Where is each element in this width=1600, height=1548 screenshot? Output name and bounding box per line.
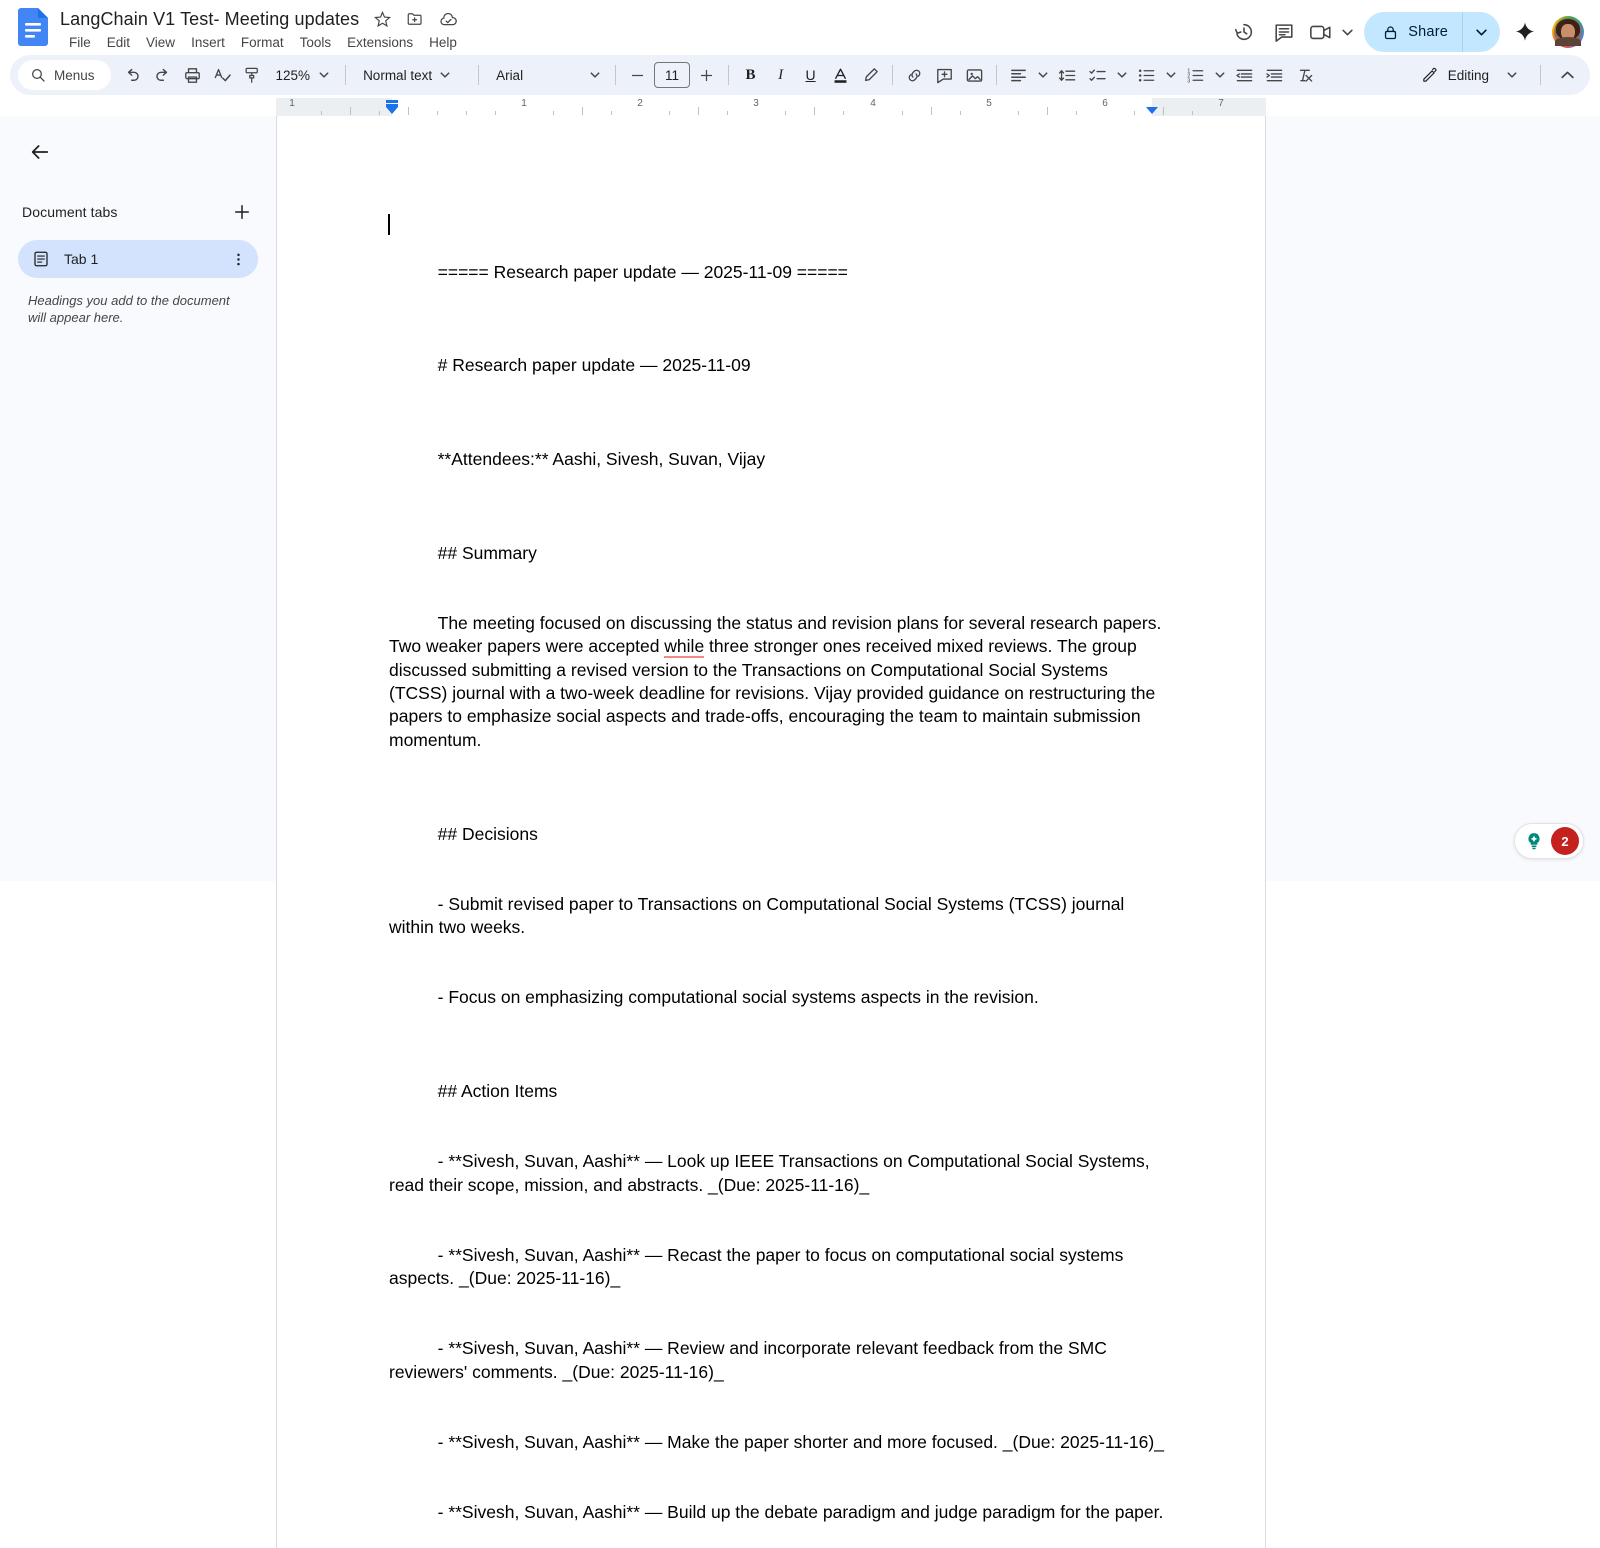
right-indent-marker[interactable] <box>1146 107 1158 114</box>
line-spacing-icon[interactable] <box>1053 61 1082 90</box>
ruler-page <box>276 98 1600 116</box>
menu-item-help[interactable]: Help <box>429 35 457 50</box>
document-body[interactable] <box>277 116 1265 1548</box>
ruler-text-area <box>392 98 1152 116</box>
ruler-number: 5 <box>986 98 992 109</box>
redo-icon[interactable] <box>148 61 177 90</box>
ruler-number: 2 <box>637 98 643 109</box>
paragraph-text-continued: three stronger ones received mixed reviews. The group discussed submitting a revised version to the Transactions on Computational Social Systems (TCSS) journal with a two-week deadline for revisions. Vijay provided guidance on restructuring the papers to emphasize social aspects and trade-offs, encouraging the team to maintain submission momentum. <box>389 636 1161 750</box>
document-list-item[interactable] <box>389 1314 1169 1408</box>
main-toolbar <box>10 55 1590 95</box>
font-increase-button[interactable] <box>692 61 721 90</box>
top-bar <box>0 0 1600 52</box>
print-icon[interactable] <box>178 61 207 90</box>
font-chevron-down-icon[interactable] <box>582 72 608 78</box>
title-block <box>60 6 1224 52</box>
align-chevron-down-icon[interactable] <box>1034 61 1052 90</box>
ruler-number: 6 <box>1102 98 1108 109</box>
zoom-chevron-down-icon[interactable] <box>312 72 336 78</box>
add-tab-icon[interactable] <box>226 196 258 228</box>
divider <box>892 65 893 85</box>
menu-item-view[interactable]: View <box>146 35 176 50</box>
document-list-item[interactable] <box>389 1408 1169 1478</box>
paragraph-text: # Research paper update — 2025-11-09 <box>437 355 751 376</box>
document-list-item[interactable] <box>389 869 1169 963</box>
add-comment-icon[interactable] <box>930 61 959 90</box>
underline-label: U <box>805 67 816 83</box>
mode-select[interactable] <box>1409 59 1533 91</box>
floating-action-badges <box>1514 823 1584 859</box>
menu-item-format[interactable]: Format <box>240 35 284 50</box>
spellcheck-icon[interactable] <box>208 61 237 90</box>
document-tab-icon <box>32 250 54 268</box>
svg-text:1: 1 <box>1187 67 1191 74</box>
checklist-chevron-down-icon[interactable] <box>1113 61 1131 90</box>
document-paragraph[interactable] <box>389 425 1169 495</box>
paragraph-style-select[interactable] <box>353 61 471 90</box>
menu-bar <box>61 33 1224 52</box>
paragraph-text: ## Action Items <box>437 1080 558 1101</box>
document-list-item[interactable] <box>389 1478 1169 1548</box>
body-area <box>0 116 1600 1523</box>
document-page[interactable] <box>276 116 1266 1548</box>
search-icon <box>30 67 46 83</box>
menu-item-edit[interactable]: Edit <box>106 35 131 50</box>
sidebar-item-label: Tab 1 <box>64 251 99 267</box>
ruler-number: 3 <box>753 98 759 109</box>
insert-image-icon[interactable] <box>960 61 989 90</box>
font-value: Arial <box>496 67 524 83</box>
font-size-stepper <box>623 61 721 90</box>
paragraph-text: ## Summary <box>437 542 537 563</box>
paint-format-icon[interactable] <box>238 61 267 90</box>
ruler-row <box>0 98 1600 116</box>
menu-item-file[interactable]: File <box>69 35 91 50</box>
italic-label: I <box>778 66 784 83</box>
document-tabs-title: Document tabs <box>22 204 118 220</box>
ruler-number: 4 <box>870 98 876 109</box>
bold-label: B <box>745 66 756 83</box>
comment-count-badge[interactable]: 2 <box>1551 827 1579 855</box>
pencil-edit-icon <box>1421 67 1438 84</box>
font-decrease-button[interactable] <box>623 61 652 90</box>
page-title[interactable]: LangChain V1 Test- Meeting updates <box>60 8 360 29</box>
italic-button[interactable] <box>766 61 795 90</box>
document-paragraph[interactable] <box>389 214 1169 308</box>
title-row <box>60 7 1224 31</box>
version-history-icon[interactable] <box>1224 12 1264 52</box>
first-line-indent-handle[interactable] <box>386 100 398 103</box>
header-actions <box>1224 6 1586 52</box>
text-color-icon[interactable] <box>826 61 855 90</box>
share-label: Share <box>1408 24 1448 40</box>
menus-label: Menus <box>54 67 95 83</box>
zoom-value: 125% <box>275 67 311 83</box>
zoom-control[interactable] <box>268 61 339 90</box>
paragraph-text: - **Sivesh, Suvan, Aashi** — Make the paper shorter and more focused. _(Due: 2025-11-16)_ <box>437 1432 1164 1453</box>
google-docs-icon[interactable] <box>14 8 52 46</box>
tabs-hint-text: Headings you add to the document will appear here. <box>28 293 230 325</box>
numbered-list-icon[interactable] <box>1181 61 1210 90</box>
align-left-icon[interactable] <box>1004 61 1033 90</box>
underline-button[interactable] <box>796 61 825 90</box>
svg-text:2: 2 <box>1187 72 1191 79</box>
google-meet-icon[interactable] <box>1304 12 1338 52</box>
avatar[interactable] <box>1552 16 1584 48</box>
divider <box>478 65 479 85</box>
style-chevron-down-icon[interactable] <box>432 72 458 78</box>
divider <box>728 65 729 85</box>
paragraph-text: - Focus on emphasizing computational social systems aspects in the revision. <box>437 987 1039 1008</box>
clear-formatting-icon[interactable] <box>1290 61 1319 90</box>
paragraph-text: ## Decisions <box>437 823 538 844</box>
paragraph-text: - **Sivesh, Suvan, Aashi** — Look up IEEE Transactions on Computational Social Systems, read their scope, mission, and abstracts. _(Due: 2025-11-16)_ <box>389 1151 1155 1195</box>
lock-icon <box>1382 24 1399 41</box>
tabs-header <box>22 196 258 228</box>
menu-item-tools[interactable]: Tools <box>299 35 332 50</box>
document-list-item[interactable] <box>389 1220 1169 1314</box>
sidebar-item-tab-1[interactable] <box>18 240 258 278</box>
document-canvas[interactable] <box>276 116 1600 1523</box>
left-indent-marker[interactable] <box>386 107 398 114</box>
divider <box>996 65 997 85</box>
ruler-right-margin <box>1152 98 1266 116</box>
document-tabs-sidebar <box>0 116 276 881</box>
paragraph-text: - **Sivesh, Suvan, Aashi** — Review and incorporate relevant feedback from the SMC reviewers' comments. _(Due: 2025-11-16)_ <box>389 1338 1112 1382</box>
bold-button[interactable] <box>736 61 765 90</box>
font-size-input[interactable]: 11 <box>654 62 690 88</box>
text-cursor <box>388 214 390 235</box>
search-menus-button[interactable] <box>18 60 111 90</box>
bulleted-chevron-down-icon[interactable] <box>1162 61 1180 90</box>
share-main[interactable] <box>1364 12 1462 52</box>
checklist-icon[interactable] <box>1083 61 1112 90</box>
divider <box>615 65 616 85</box>
insert-link-icon[interactable] <box>900 61 929 90</box>
style-value: Normal text <box>363 67 433 83</box>
document-list-item[interactable] <box>389 1127 1169 1221</box>
paragraph-text: - **Sivesh, Suvan, Aashi** — Recast the paper to focus on computational social systems aspects. _(Due: 2025-11-16)_ <box>389 1244 1129 1289</box>
paragraph-text: ===== Research paper update — 2025-11-09 ===== <box>437 261 848 282</box>
mode-chevron-down-icon[interactable] <box>1499 72 1525 78</box>
move-to-folder-icon[interactable] <box>405 9 425 29</box>
font-family-select[interactable] <box>486 61 608 90</box>
more-options-icon[interactable] <box>224 245 252 273</box>
ruler-number: 1 <box>521 98 527 109</box>
document-heading-action-items[interactable] <box>389 1057 1169 1127</box>
comment-history-icon[interactable] <box>1264 12 1304 52</box>
gemini-sparkle-icon[interactable] <box>1506 12 1544 52</box>
increase-indent-icon[interactable] <box>1260 61 1289 90</box>
avatar-image <box>1554 18 1582 46</box>
star-icon[interactable] <box>372 9 392 29</box>
ruler-number: 1 <box>289 98 295 109</box>
document-list-item[interactable] <box>389 963 1169 1033</box>
paragraph-text: **Attendees:** Aashi, Sivesh, Suvan, Vijay <box>437 449 766 470</box>
decrease-indent-icon[interactable] <box>1230 61 1259 90</box>
highlight-pen-icon[interactable] <box>856 61 885 90</box>
divider <box>1540 65 1541 85</box>
toolbar-wrapper <box>0 52 1600 98</box>
menu-item-extensions[interactable]: Extensions <box>347 35 414 50</box>
ruler-number: 7 <box>1218 98 1224 109</box>
paragraph-text: - **Sivesh, Suvan, Aashi** — Build up the debate paradigm and judge paradigm for the paper. <box>437 1502 1164 1523</box>
ruler[interactable] <box>276 98 1600 116</box>
undo-icon[interactable] <box>118 61 147 90</box>
spellcheck-word[interactable]: while <box>664 636 705 657</box>
meet-chevron-down-icon[interactable] <box>1338 12 1356 52</box>
document-heading-summary[interactable] <box>389 518 1169 588</box>
menu-item-insert[interactable]: Insert <box>191 35 225 50</box>
document-paragraph[interactable] <box>389 331 1169 401</box>
ruler-left-pad <box>0 98 276 116</box>
numbered-chevron-down-icon[interactable] <box>1211 61 1229 90</box>
back-arrow-icon[interactable] <box>20 132 60 172</box>
mode-label: Editing <box>1447 67 1489 83</box>
document-heading-decisions[interactable] <box>389 799 1169 869</box>
paragraph-text: The meeting focused on discussing the status and revision plans for several research papers. Two weaker papers were accepted <box>389 612 1166 657</box>
saved-to-drive-cloud-icon[interactable] <box>438 9 458 29</box>
divider <box>345 65 346 85</box>
document-paragraph-summary-body[interactable] <box>389 588 1169 775</box>
bulleted-list-icon[interactable] <box>1132 61 1161 90</box>
paragraph-text: - Submit revised paper to Transactions on Computational Social Systems (TCSS) journal within two weeks. <box>389 893 1130 938</box>
explore-lightbulb-icon[interactable] <box>1519 826 1549 856</box>
collapse-toolbar-chevron-up-icon[interactable] <box>1552 60 1582 90</box>
share-button[interactable] <box>1364 12 1500 52</box>
share-chevron-down-icon[interactable] <box>1463 12 1500 52</box>
svg-text:3: 3 <box>1187 77 1191 84</box>
meet-group <box>1304 12 1356 52</box>
